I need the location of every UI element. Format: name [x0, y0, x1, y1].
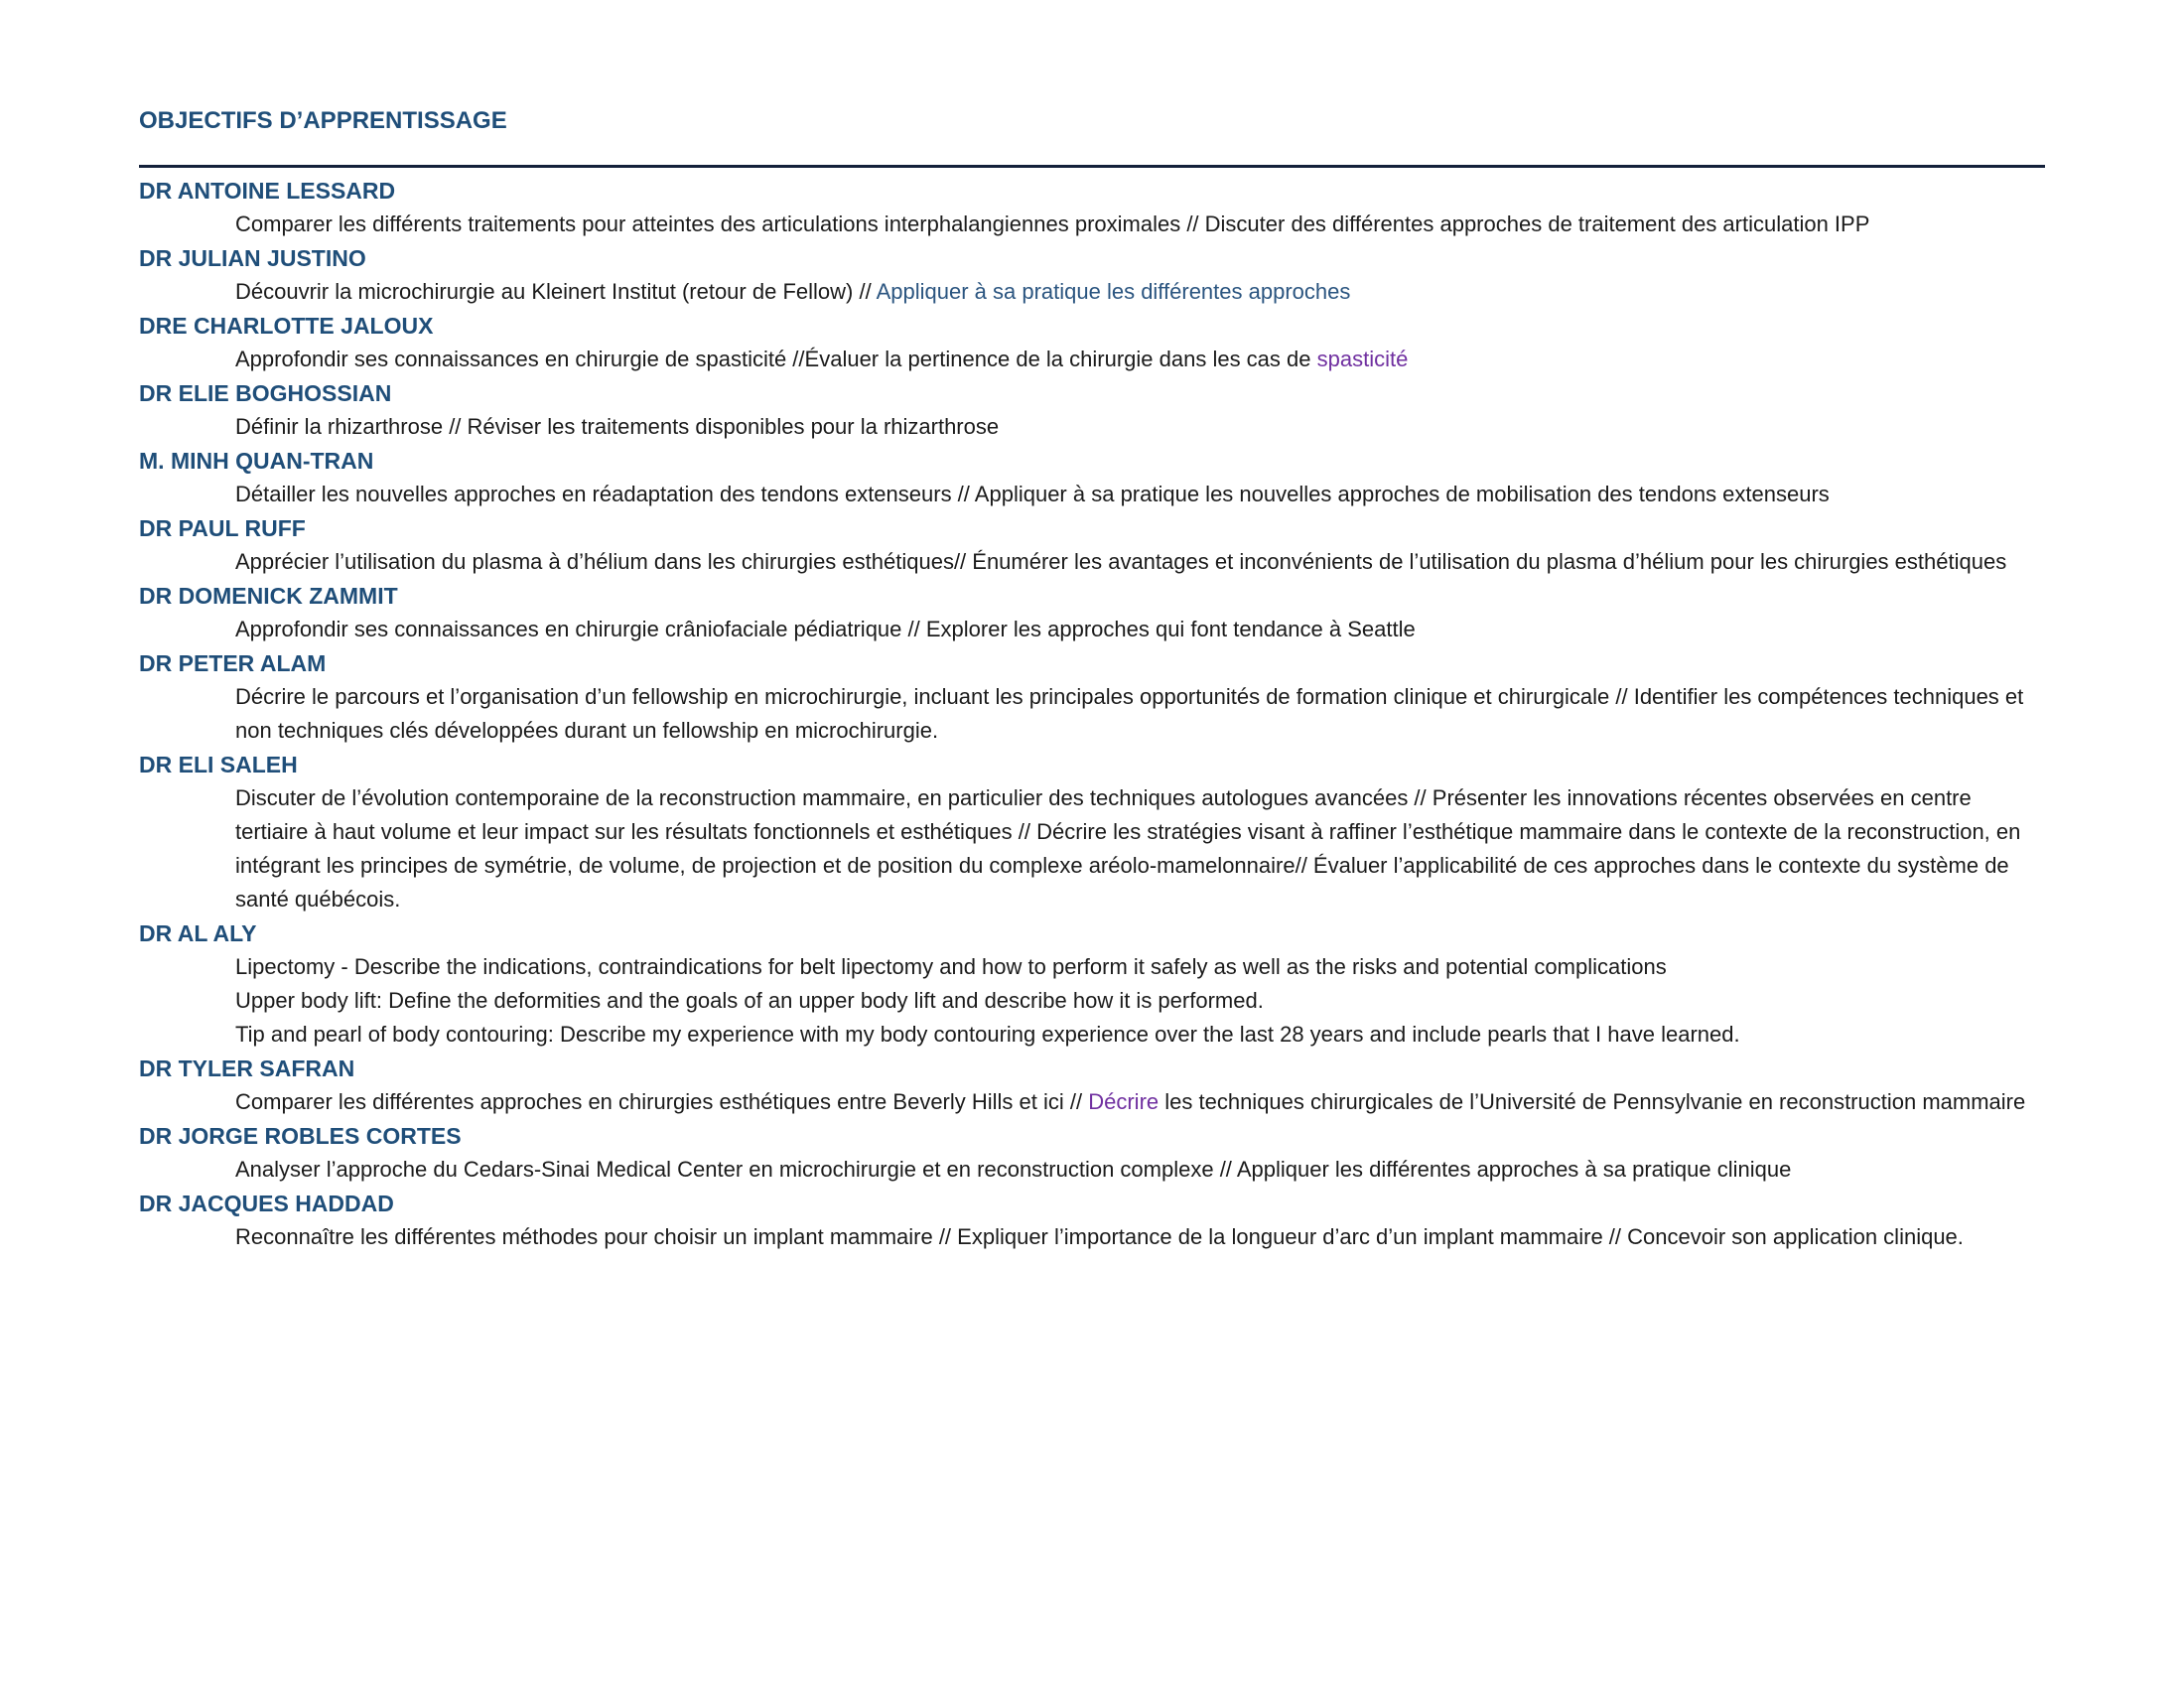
text-run: Comparer les différents traitements pour atteintes des articulations interphalangiennes proximales // Discuter des différentes approches de traitement des articulation IPP — [235, 211, 1870, 236]
objective-paragraph — [139, 984, 2045, 1018]
text-run: Tip and pearl of body contouring: Describe my experience with my body contouring experience over the last 28 years and include pearls that I have learned. — [235, 1022, 1740, 1047]
objective-paragraph — [139, 1018, 2045, 1052]
objective-paragraph — [139, 343, 2045, 376]
text-run: Analyser l’approche du Cedars-Sinai Medical Center en microchirurgie et en reconstruction complexe // Appliquer les différentes approches à sa pratique clinique — [235, 1157, 1792, 1182]
section-heading: DR JULIAN JUSTINO — [139, 245, 366, 271]
section-heading: DRE CHARLOTTE JALOUX — [139, 313, 434, 339]
text-run: Apprécier l’utilisation du plasma à d’hélium dans les chirurgies esthétiques// Énumérer les avantages et inconvénients de l’utilisation du plasma d’hélium pour les chirurgies esthétiques — [235, 549, 2007, 574]
objective-paragraph — [139, 1085, 2045, 1119]
text-run: Approfondir ses connaissances en chirurgie crâniofaciale pédiatrique // Explorer les approches qui font tendance à Seattle — [235, 617, 1416, 641]
text-run: Discuter de l’évolution contemporaine de la reconstruction mammaire, en particulier des techniques autologues avancées // Présenter les innovations récentes observées en centre tertiaire à haut volume et leur impact sur les résultats fonctionnels et esthétiques // Décrire les stratégies visant à raffiner l’esthétique mammaire dans le contexte de la reconstruction, en intégrant les principes de symétrie, de volume, de projection et de position du complexe aréolo-mamelonnaire// Évaluer l’applicabilité de ces approches dans le contexte du système de santé québécois. — [235, 785, 2021, 912]
section-heading: DR ELI SALEH — [139, 752, 298, 777]
hyperlink[interactable]: Appliquer à sa pratique les différentes approches — [876, 279, 1351, 304]
section-heading: DR PAUL RUFF — [139, 515, 306, 541]
objective-paragraph — [139, 275, 2045, 309]
objective-paragraph — [139, 1220, 2045, 1254]
section-heading: DR ELIE BOGHOSSIAN — [139, 380, 392, 406]
sections-container — [139, 174, 2045, 1254]
section-heading: DR PETER ALAM — [139, 650, 327, 676]
text-run: Lipectomy - Describe the indications, contraindications for belt lipectomy and how to perform it safely as well as the risks and potential complications — [235, 954, 1667, 979]
text-run: Reconnaître les différentes méthodes pour choisir un implant mammaire // Expliquer l’importance de la longueur d’arc d’un implant mammaire // Concevoir son application clinique. — [235, 1224, 1964, 1249]
section-heading: DR DOMENICK ZAMMIT — [139, 583, 398, 609]
objective-paragraph — [139, 410, 2045, 444]
text-run: Détailler les nouvelles approches en réadaptation des tendons extenseurs // Appliquer à sa pratique les nouvelles approches de mobilisation des tendons extenseurs — [235, 482, 1830, 506]
section-heading: DR AL ALY — [139, 920, 257, 946]
visited-hyperlink[interactable]: spasticité — [1316, 347, 1409, 371]
text-run: Comparer les différentes approches en chirurgies esthétiques entre Beverly Hills et ici // — [235, 1089, 1089, 1114]
text-run: Approfondir ses connaissances en chirurgie de spasticité //Évaluer la pertinence de la chirurgie dans les cas de — [235, 347, 1317, 371]
section-heading: DR JACQUES HADDAD — [139, 1191, 394, 1216]
objective-paragraph — [139, 613, 2045, 646]
objective-paragraph — [139, 781, 2045, 916]
objective-paragraph — [139, 208, 2045, 241]
page-title: OBJECTIFS D’APPRENTISSAGE — [139, 105, 2045, 168]
section-heading: DR JORGE ROBLES CORTES — [139, 1123, 462, 1149]
section-heading: DR TYLER SAFRAN — [139, 1055, 355, 1081]
text-run: les techniques chirurgicales de l’Université de Pennsylvanie en reconstruction mammaire — [1159, 1089, 2026, 1114]
objective-paragraph — [139, 1153, 2045, 1187]
objective-paragraph — [139, 950, 2045, 984]
visited-hyperlink[interactable]: Décrire — [1088, 1089, 1160, 1114]
text-run: Décrire le parcours et l’organisation d’un fellowship en microchirurgie, incluant les principales opportunités de formation clinique et chirurgicale // Identifier les compétences techniques et non techniques clés développées durant un fellowship en microchirurgie. — [235, 684, 2024, 743]
text-run: Upper body lift: Define the deformities and the goals of an upper body lift and describe how it is performed. — [235, 988, 1264, 1013]
objective-paragraph — [139, 680, 2045, 748]
section-heading: M. MINH QUAN-TRAN — [139, 448, 374, 474]
section-heading: DR ANTOINE LESSARD — [139, 178, 396, 204]
objective-paragraph — [139, 478, 2045, 511]
text-run: Découvrir la microchirurgie au Kleinert Institut (retour de Fellow) // — [235, 279, 877, 304]
objective-paragraph — [139, 545, 2045, 579]
text-run: Définir la rhizarthrose // Réviser les traitements disponibles pour la rhizarthrose — [235, 414, 1000, 439]
